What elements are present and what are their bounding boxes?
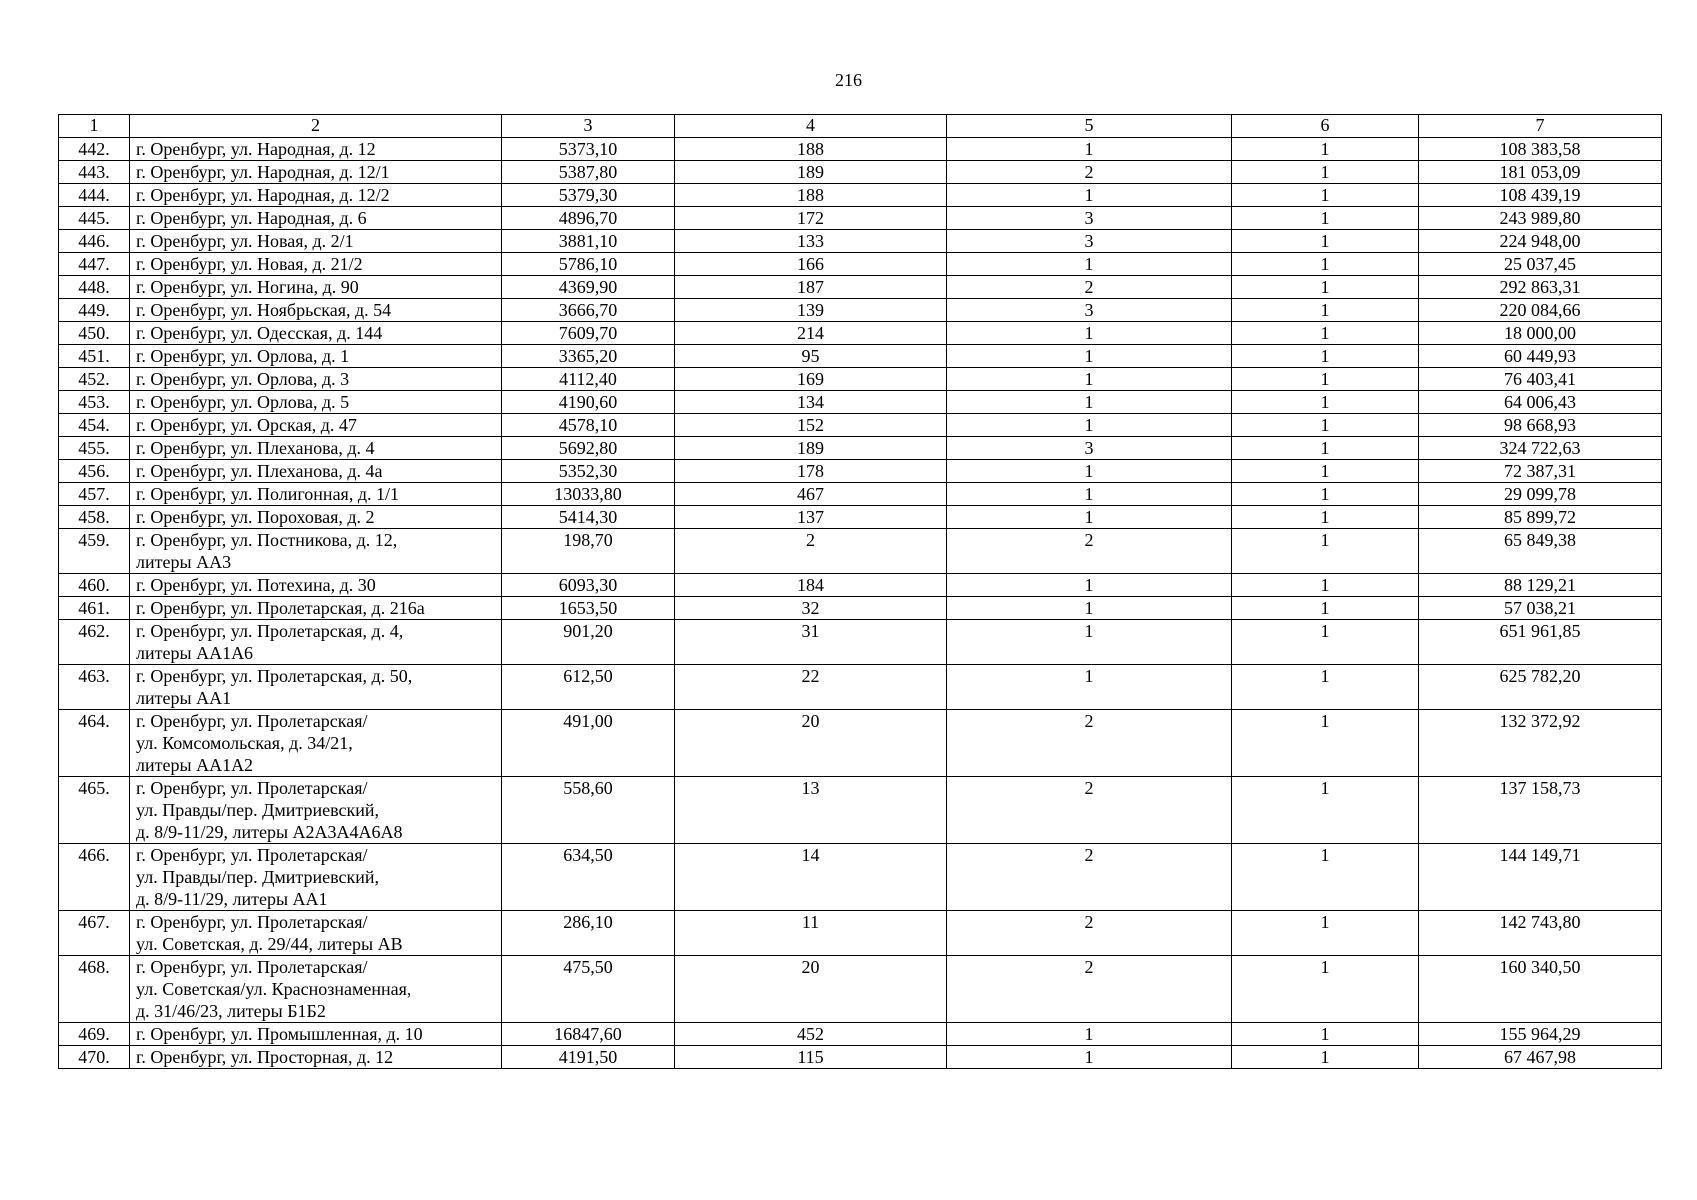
table-row — [59, 911, 1662, 956]
table-row — [59, 161, 1662, 184]
data-table — [58, 114, 1662, 1069]
residents-cell: 184 — [675, 574, 947, 597]
unit-cell: 1 — [1232, 665, 1419, 710]
table-row — [59, 138, 1662, 161]
count-cell: 1 — [947, 138, 1232, 161]
address-cell: г. Оренбург, ул. Пролетарская/ ул. Советская/ул. Краснознаменная, д. 31/46/23, литеры Б1Б2 — [130, 956, 502, 1023]
amount-cell: 324 722,63 — [1419, 437, 1662, 460]
area-cell: 286,10 — [502, 911, 675, 956]
amount-cell: 625 782,20 — [1419, 665, 1662, 710]
area-cell: 901,20 — [502, 620, 675, 665]
column-header: 3 — [502, 115, 675, 138]
table-row — [59, 777, 1662, 844]
amount-cell: 132 372,92 — [1419, 710, 1662, 777]
unit-cell: 1 — [1232, 414, 1419, 437]
count-cell: 2 — [947, 529, 1232, 574]
count-cell: 1 — [947, 368, 1232, 391]
amount-cell: 155 964,29 — [1419, 1023, 1662, 1046]
table-header-row — [59, 115, 1662, 138]
address-cell: г. Оренбург, ул. Постникова, д. 12, литеры АА3 — [130, 529, 502, 574]
count-cell: 1 — [947, 460, 1232, 483]
area-cell: 5414,30 — [502, 506, 675, 529]
table-row — [59, 322, 1662, 345]
table-row — [59, 230, 1662, 253]
amount-cell: 65 849,38 — [1419, 529, 1662, 574]
count-cell: 1 — [947, 322, 1232, 345]
amount-cell: 25 037,45 — [1419, 253, 1662, 276]
row-number: 447. — [59, 253, 130, 276]
residents-cell: 11 — [675, 911, 947, 956]
address-cell: г. Оренбург, ул. Новая, д. 2/1 — [130, 230, 502, 253]
residents-cell: 20 — [675, 710, 947, 777]
count-cell: 1 — [947, 253, 1232, 276]
residents-cell: 189 — [675, 161, 947, 184]
count-cell: 2 — [947, 276, 1232, 299]
count-cell: 3 — [947, 437, 1232, 460]
area-cell: 4191,50 — [502, 1046, 675, 1069]
table-row — [59, 460, 1662, 483]
area-cell: 5786,10 — [502, 253, 675, 276]
unit-cell: 1 — [1232, 1023, 1419, 1046]
unit-cell: 1 — [1232, 710, 1419, 777]
count-cell: 3 — [947, 299, 1232, 322]
count-cell: 1 — [947, 574, 1232, 597]
row-number: 455. — [59, 437, 130, 460]
row-number: 452. — [59, 368, 130, 391]
residents-cell: 188 — [675, 138, 947, 161]
row-number: 444. — [59, 184, 130, 207]
residents-cell: 13 — [675, 777, 947, 844]
address-cell: г. Оренбург, ул. Промышленная, д. 10 — [130, 1023, 502, 1046]
count-cell: 2 — [947, 161, 1232, 184]
amount-cell: 292 863,31 — [1419, 276, 1662, 299]
table-row — [59, 665, 1662, 710]
table-row — [59, 276, 1662, 299]
area-cell: 3365,20 — [502, 345, 675, 368]
amount-cell: 243 989,80 — [1419, 207, 1662, 230]
area-cell: 558,60 — [502, 777, 675, 844]
area-cell: 5692,80 — [502, 437, 675, 460]
amount-cell: 64 006,43 — [1419, 391, 1662, 414]
area-cell: 4112,40 — [502, 368, 675, 391]
unit-cell: 1 — [1232, 620, 1419, 665]
row-number: 442. — [59, 138, 130, 161]
address-cell: г. Оренбург, ул. Пролетарская/ ул. Правды/пер. Дмитриевский, д. 8/9-11/29, литеры А2А3А4А6А8 — [130, 777, 502, 844]
count-cell: 1 — [947, 506, 1232, 529]
address-cell: г. Оренбург, ул. Ногина, д. 90 — [130, 276, 502, 299]
area-cell: 475,50 — [502, 956, 675, 1023]
residents-cell: 189 — [675, 437, 947, 460]
row-number: 468. — [59, 956, 130, 1023]
area-cell: 634,50 — [502, 844, 675, 911]
unit-cell: 1 — [1232, 437, 1419, 460]
count-cell: 1 — [947, 391, 1232, 414]
column-header: 2 — [130, 115, 502, 138]
unit-cell: 1 — [1232, 322, 1419, 345]
count-cell: 2 — [947, 777, 1232, 844]
address-cell: г. Оренбург, ул. Орлова, д. 1 — [130, 345, 502, 368]
row-number: 460. — [59, 574, 130, 597]
area-cell: 7609,70 — [502, 322, 675, 345]
count-cell: 2 — [947, 844, 1232, 911]
unit-cell: 1 — [1232, 138, 1419, 161]
area-cell: 3666,70 — [502, 299, 675, 322]
address-cell: г. Оренбург, ул. Народная, д. 6 — [130, 207, 502, 230]
row-number: 470. — [59, 1046, 130, 1069]
unit-cell: 1 — [1232, 506, 1419, 529]
row-number: 464. — [59, 710, 130, 777]
row-number: 465. — [59, 777, 130, 844]
unit-cell: 1 — [1232, 1046, 1419, 1069]
table-row — [59, 391, 1662, 414]
count-cell: 2 — [947, 956, 1232, 1023]
residents-cell: 134 — [675, 391, 947, 414]
residents-cell: 178 — [675, 460, 947, 483]
amount-cell: 220 084,66 — [1419, 299, 1662, 322]
column-header: 7 — [1419, 115, 1662, 138]
area-cell: 16847,60 — [502, 1023, 675, 1046]
residents-cell: 169 — [675, 368, 947, 391]
row-number: 445. — [59, 207, 130, 230]
count-cell: 3 — [947, 207, 1232, 230]
area-cell: 5352,30 — [502, 460, 675, 483]
table-row — [59, 710, 1662, 777]
table-row — [59, 574, 1662, 597]
unit-cell: 1 — [1232, 597, 1419, 620]
table-row — [59, 956, 1662, 1023]
column-header: 4 — [675, 115, 947, 138]
amount-cell: 108 383,58 — [1419, 138, 1662, 161]
column-header: 1 — [59, 115, 130, 138]
row-number: 462. — [59, 620, 130, 665]
residents-cell: 467 — [675, 483, 947, 506]
unit-cell: 1 — [1232, 391, 1419, 414]
residents-cell: 214 — [675, 322, 947, 345]
area-cell: 4369,90 — [502, 276, 675, 299]
amount-cell: 98 668,93 — [1419, 414, 1662, 437]
amount-cell: 72 387,31 — [1419, 460, 1662, 483]
area-cell: 4190,60 — [502, 391, 675, 414]
amount-cell: 224 948,00 — [1419, 230, 1662, 253]
amount-cell: 142 743,80 — [1419, 911, 1662, 956]
amount-cell: 160 340,50 — [1419, 956, 1662, 1023]
row-number: 454. — [59, 414, 130, 437]
residents-cell: 22 — [675, 665, 947, 710]
amount-cell: 108 439,19 — [1419, 184, 1662, 207]
table-row — [59, 483, 1662, 506]
row-number: 453. — [59, 391, 130, 414]
address-cell: г. Оренбург, ул. Пролетарская/ ул. Советская, д. 29/44, литеры АВ — [130, 911, 502, 956]
unit-cell: 1 — [1232, 207, 1419, 230]
count-cell: 1 — [947, 665, 1232, 710]
amount-cell: 18 000,00 — [1419, 322, 1662, 345]
table-row — [59, 529, 1662, 574]
count-cell: 1 — [947, 483, 1232, 506]
area-cell: 4578,10 — [502, 414, 675, 437]
unit-cell: 1 — [1232, 574, 1419, 597]
count-cell: 1 — [947, 184, 1232, 207]
row-number: 459. — [59, 529, 130, 574]
table-row — [59, 1023, 1662, 1046]
table-row — [59, 437, 1662, 460]
address-cell: г. Оренбург, ул. Потехина, д. 30 — [130, 574, 502, 597]
amount-cell: 144 149,71 — [1419, 844, 1662, 911]
address-cell: г. Оренбург, ул. Народная, д. 12/1 — [130, 161, 502, 184]
residents-cell: 187 — [675, 276, 947, 299]
row-number: 449. — [59, 299, 130, 322]
row-number: 443. — [59, 161, 130, 184]
table-row — [59, 597, 1662, 620]
table-row — [59, 414, 1662, 437]
unit-cell: 1 — [1232, 368, 1419, 391]
area-cell: 612,50 — [502, 665, 675, 710]
address-cell: г. Оренбург, ул. Орлова, д. 5 — [130, 391, 502, 414]
area-cell: 5373,10 — [502, 138, 675, 161]
residents-cell: 31 — [675, 620, 947, 665]
area-cell: 4896,70 — [502, 207, 675, 230]
amount-cell: 137 158,73 — [1419, 777, 1662, 844]
address-cell: г. Оренбург, ул. Народная, д. 12 — [130, 138, 502, 161]
area-cell: 198,70 — [502, 529, 675, 574]
table-row — [59, 345, 1662, 368]
unit-cell: 1 — [1232, 299, 1419, 322]
area-cell: 491,00 — [502, 710, 675, 777]
amount-cell: 57 038,21 — [1419, 597, 1662, 620]
address-cell: г. Оренбург, ул. Пролетарская/ ул. Комсомольская, д. 34/21, литеры АА1А2 — [130, 710, 502, 777]
count-cell: 3 — [947, 230, 1232, 253]
residents-cell: 133 — [675, 230, 947, 253]
table-body — [59, 115, 1662, 1069]
unit-cell: 1 — [1232, 844, 1419, 911]
address-cell: г. Оренбург, ул. Ноябрьская, д. 54 — [130, 299, 502, 322]
unit-cell: 1 — [1232, 276, 1419, 299]
row-number: 458. — [59, 506, 130, 529]
column-header: 5 — [947, 115, 1232, 138]
unit-cell: 1 — [1232, 345, 1419, 368]
residents-cell: 137 — [675, 506, 947, 529]
row-number: 451. — [59, 345, 130, 368]
count-cell: 2 — [947, 710, 1232, 777]
amount-cell: 29 099,78 — [1419, 483, 1662, 506]
amount-cell: 181 053,09 — [1419, 161, 1662, 184]
address-cell: г. Оренбург, ул. Орская, д. 47 — [130, 414, 502, 437]
residents-cell: 172 — [675, 207, 947, 230]
address-cell: г. Оренбург, ул. Пролетарская, д. 4, литеры АА1А6 — [130, 620, 502, 665]
address-cell: г. Оренбург, ул. Народная, д. 12/2 — [130, 184, 502, 207]
residents-cell: 14 — [675, 844, 947, 911]
address-cell: г. Оренбург, ул. Пролетарская/ ул. Правды/пер. Дмитриевский, д. 8/9-11/29, литеры АА1 — [130, 844, 502, 911]
unit-cell: 1 — [1232, 460, 1419, 483]
table-row — [59, 207, 1662, 230]
address-cell: г. Оренбург, ул. Новая, д. 21/2 — [130, 253, 502, 276]
row-number: 456. — [59, 460, 130, 483]
row-number: 469. — [59, 1023, 130, 1046]
amount-cell: 85 899,72 — [1419, 506, 1662, 529]
unit-cell: 1 — [1232, 230, 1419, 253]
residents-cell: 452 — [675, 1023, 947, 1046]
unit-cell: 1 — [1232, 777, 1419, 844]
area-cell: 1653,50 — [502, 597, 675, 620]
address-cell: г. Оренбург, ул. Пороховая, д. 2 — [130, 506, 502, 529]
area-cell: 13033,80 — [502, 483, 675, 506]
residents-cell: 188 — [675, 184, 947, 207]
unit-cell: 1 — [1232, 483, 1419, 506]
row-number: 466. — [59, 844, 130, 911]
table-row — [59, 299, 1662, 322]
amount-cell: 60 449,93 — [1419, 345, 1662, 368]
amount-cell: 67 467,98 — [1419, 1046, 1662, 1069]
residents-cell: 166 — [675, 253, 947, 276]
residents-cell: 2 — [675, 529, 947, 574]
count-cell: 1 — [947, 1046, 1232, 1069]
table-row — [59, 1046, 1662, 1069]
area-cell: 5379,30 — [502, 184, 675, 207]
table-row — [59, 506, 1662, 529]
address-cell: г. Оренбург, ул. Пролетарская, д. 50, литеры АА1 — [130, 665, 502, 710]
area-cell: 6093,30 — [502, 574, 675, 597]
address-cell: г. Оренбург, ул. Полигонная, д. 1/1 — [130, 483, 502, 506]
count-cell: 1 — [947, 414, 1232, 437]
unit-cell: 1 — [1232, 253, 1419, 276]
unit-cell: 1 — [1232, 161, 1419, 184]
row-number: 457. — [59, 483, 130, 506]
unit-cell: 1 — [1232, 911, 1419, 956]
residents-cell: 152 — [675, 414, 947, 437]
residents-cell: 95 — [675, 345, 947, 368]
amount-cell: 651 961,85 — [1419, 620, 1662, 665]
area-cell: 5387,80 — [502, 161, 675, 184]
address-cell: г. Оренбург, ул. Просторная, д. 12 — [130, 1046, 502, 1069]
count-cell: 1 — [947, 597, 1232, 620]
row-number: 461. — [59, 597, 130, 620]
unit-cell: 1 — [1232, 956, 1419, 1023]
address-cell: г. Оренбург, ул. Орлова, д. 3 — [130, 368, 502, 391]
address-cell: г. Оренбург, ул. Одесская, д. 144 — [130, 322, 502, 345]
address-cell: г. Оренбург, ул. Плеханова, д. 4а — [130, 460, 502, 483]
count-cell: 1 — [947, 1023, 1232, 1046]
residents-cell: 139 — [675, 299, 947, 322]
amount-cell: 76 403,41 — [1419, 368, 1662, 391]
row-number: 467. — [59, 911, 130, 956]
count-cell: 2 — [947, 911, 1232, 956]
table-row — [59, 844, 1662, 911]
row-number: 463. — [59, 665, 130, 710]
residents-cell: 115 — [675, 1046, 947, 1069]
page-number: 216 — [835, 70, 862, 90]
row-number: 450. — [59, 322, 130, 345]
table-row — [59, 184, 1662, 207]
area-cell: 3881,10 — [502, 230, 675, 253]
address-cell: г. Оренбург, ул. Пролетарская, д. 216а — [130, 597, 502, 620]
count-cell: 1 — [947, 620, 1232, 665]
table-row — [59, 620, 1662, 665]
residents-cell: 20 — [675, 956, 947, 1023]
residents-cell: 32 — [675, 597, 947, 620]
row-number: 446. — [59, 230, 130, 253]
address-cell: г. Оренбург, ул. Плеханова, д. 4 — [130, 437, 502, 460]
table-row — [59, 368, 1662, 391]
amount-cell: 88 129,21 — [1419, 574, 1662, 597]
count-cell: 1 — [947, 345, 1232, 368]
unit-cell: 1 — [1232, 529, 1419, 574]
unit-cell: 1 — [1232, 184, 1419, 207]
row-number: 448. — [59, 276, 130, 299]
column-header: 6 — [1232, 115, 1419, 138]
table-row — [59, 253, 1662, 276]
